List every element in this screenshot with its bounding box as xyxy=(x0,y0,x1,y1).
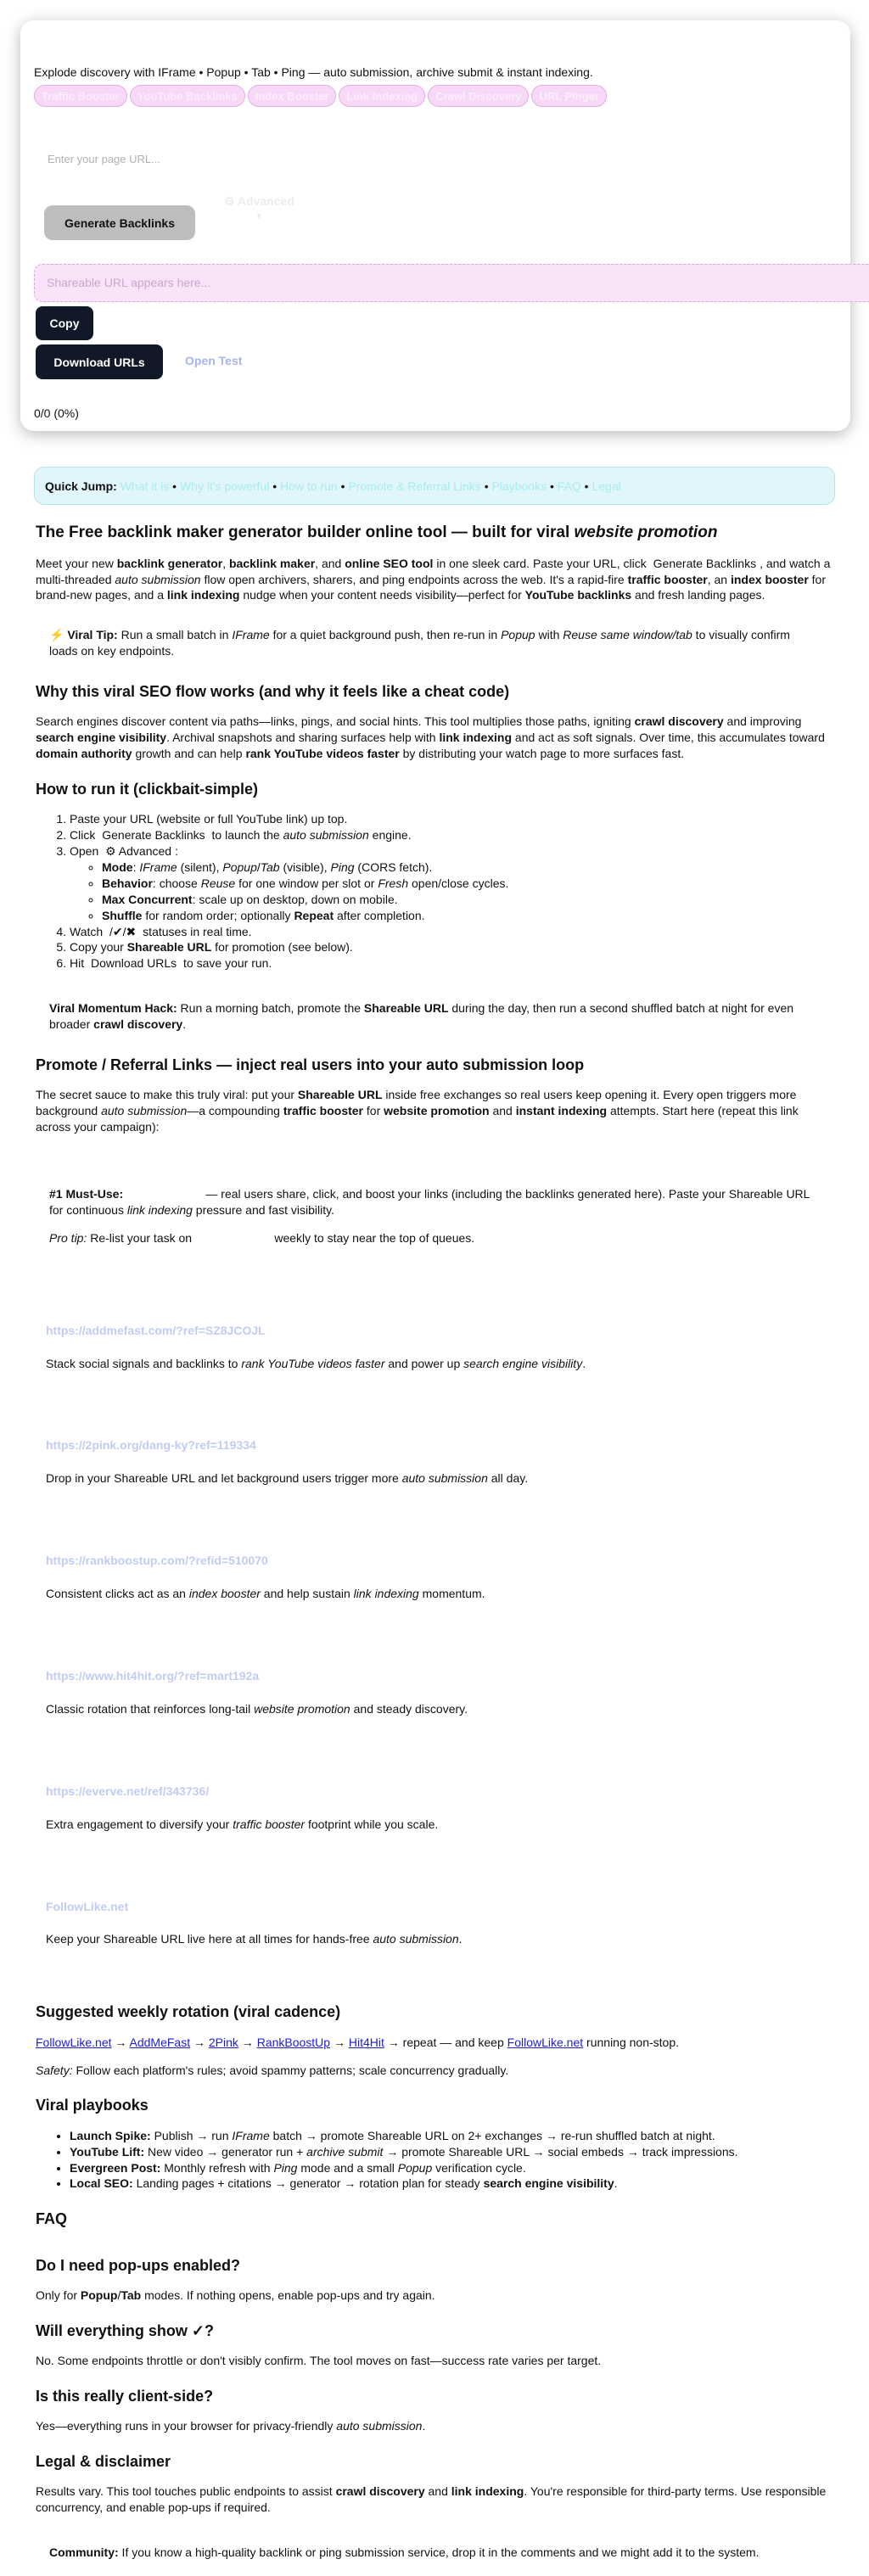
copy-button[interactable]: Copy xyxy=(36,306,93,340)
text-segment: Popup xyxy=(222,860,257,875)
referral-description xyxy=(46,1931,823,1947)
rotation-link[interactable]: FollowLike.net xyxy=(36,2035,112,2049)
text-segment: website promotion xyxy=(254,1701,350,1716)
text-segment: Promote / Referral Links — inject real users into your auto submission loop xyxy=(36,1056,585,1074)
advanced-options-list xyxy=(70,860,833,924)
text-segment: — real users share, click, and boost your links (including the backlinks generated here). Paste your Shareable URL for continuous xyxy=(49,1187,810,1217)
text-segment: Yes—everything runs in your browser for privacy-friendly xyxy=(36,2419,337,2433)
text-segment: FAQ xyxy=(36,2210,68,2228)
rotation-link[interactable]: FollowLike.net xyxy=(507,2035,584,2049)
chip-traffic-booster[interactable]: Traffic Booster xyxy=(34,85,127,107)
text-segment: , and watch a multi-threaded xyxy=(36,556,831,586)
text-segment: No. Some endpoints throttle or don't visibly confirm. The tool moves on fast—success rate varies per target. xyxy=(36,2354,602,2368)
text-segment: The secret sauce to make this truly viral: put your xyxy=(36,1088,298,1102)
step-item xyxy=(70,939,833,955)
text-segment: → promote Shareable URL → social embeds → track impressions. xyxy=(383,2144,738,2159)
quick-jump-link[interactable]: Why it's powerful xyxy=(179,479,270,493)
text-segment: Evergreen Post: xyxy=(70,2160,161,2175)
text-segment: Why this viral SEO flow works (and why it feels like a cheat code) xyxy=(36,683,510,701)
inline-button-ref: ⚙ Advanced xyxy=(105,844,172,859)
text-segment: Meet your new xyxy=(36,556,117,570)
text-segment: Shareable URL xyxy=(297,1088,383,1102)
text-segment: Shareable URL xyxy=(363,1001,449,1016)
text-segment: Stack social signals and backlinks to xyxy=(46,1356,242,1370)
text-segment: engine. xyxy=(368,828,412,843)
must-use-callout xyxy=(36,1147,833,1263)
text-segment: Viral Momentum Hack: xyxy=(49,1001,177,1016)
text-segment: Local SEO: xyxy=(70,2176,133,2191)
text-segment: and xyxy=(424,2484,451,2499)
referral-link[interactable]: https://www.hit4hit.org/?ref=mart192a xyxy=(46,1669,260,1683)
inline-button-ref: Generate Backlinks xyxy=(653,556,757,570)
step-item xyxy=(70,843,833,923)
text-segment: Re-list your task on xyxy=(87,1230,195,1245)
text-segment: footprint while you scale. xyxy=(305,1817,439,1831)
article-content xyxy=(0,467,869,2566)
followlike-link[interactable]: FollowLike.net xyxy=(126,1187,203,1201)
playbooks-heading xyxy=(36,2095,833,2115)
text-segment: momentum. xyxy=(418,1587,485,1601)
text-segment: . xyxy=(182,1017,187,1032)
substep-item xyxy=(102,860,833,876)
generate-backlinks-button[interactable]: Generate Backlinks xyxy=(44,205,195,240)
text-segment: for brand-new pages, and a xyxy=(36,572,827,602)
referral-list xyxy=(36,1274,833,1965)
referral-item xyxy=(36,1274,833,1389)
text-segment: Consistent clicks act as an xyxy=(46,1587,189,1601)
text-segment: modes. If nothing opens, enable pop-ups and try again. xyxy=(141,2288,435,2302)
text-segment: Suggested weekly rotation (viral cadence) xyxy=(36,2003,341,2021)
text-segment: running non-stop. xyxy=(583,2035,680,2049)
text-segment: Safety: xyxy=(36,2063,73,2077)
text-segment: , and xyxy=(315,556,345,570)
text-segment: Max Concurrent xyxy=(102,892,193,906)
quick-jump-links xyxy=(121,479,621,493)
faq-answer xyxy=(36,2288,833,2304)
text-segment: pressure and fast visibility. xyxy=(192,1202,334,1217)
text-segment: Shuffle xyxy=(102,908,143,922)
quick-jump-link[interactable]: What it is xyxy=(120,479,170,493)
text-segment: website promotion xyxy=(384,1104,490,1118)
text-segment: Results vary. This tool touches public endpoints to assist xyxy=(36,2484,336,2499)
text-segment: Run a small batch in xyxy=(117,628,233,642)
text-segment: rank YouTube videos faster xyxy=(241,1356,385,1370)
text-segment: Popup xyxy=(80,2288,118,2302)
referral-item xyxy=(36,1619,833,1734)
text-segment: Shareable URL xyxy=(126,940,212,955)
text-segment: Legal & disclaimer xyxy=(36,2453,171,2471)
text-segment: website promotion xyxy=(574,524,718,541)
viral-tip-callout xyxy=(36,615,833,664)
text-segment: —a compounding xyxy=(187,1104,283,1118)
text-segment: Click xyxy=(70,828,99,843)
text-segment: nudge when your content needs visibility—perfect for xyxy=(239,588,525,602)
referral-link[interactable]: https://everve.net/ref/343736/ xyxy=(46,1784,210,1798)
text-segment: Pro tip: xyxy=(49,1230,87,1245)
inline-button-ref: Download URLs xyxy=(91,956,177,971)
legal-paragraph xyxy=(36,2484,833,2516)
referral-link[interactable]: https://rankboostup.com/?refid=510070 xyxy=(46,1554,268,1568)
text-segment: and fresh landing pages. xyxy=(631,588,765,602)
text-segment: and help sustain xyxy=(260,1587,354,1601)
bullet-separator: • xyxy=(580,479,592,493)
text-segment: Fresh xyxy=(378,876,409,890)
text-segment: . Archival snapshots and sharing surfaces help with xyxy=(166,731,440,745)
text-segment: to save your run. xyxy=(180,956,272,971)
text-segment: after completion. xyxy=(334,908,425,922)
rotation-link[interactable]: Hit4Hit xyxy=(348,2035,384,2049)
text-segment: growth and can help xyxy=(132,747,246,761)
text-segment: Repeat xyxy=(294,908,334,922)
playbooks-list xyxy=(36,2128,833,2192)
text-segment: crawl discovery xyxy=(93,1017,183,1032)
text-segment: Run a morning batch, promote the xyxy=(177,1001,364,1016)
text-segment: . xyxy=(458,1932,463,1946)
text-segment: : scale up on desktop, down on mobile. xyxy=(192,892,398,906)
referral-link[interactable]: https://addmefast.com/?ref=SZ8JCOJL xyxy=(46,1323,266,1337)
text-segment: , xyxy=(222,556,229,570)
referral-description xyxy=(46,1356,823,1372)
text-segment: Viral Tip: xyxy=(67,628,118,642)
text-segment: online SEO tool xyxy=(345,556,434,570)
text-segment: Search engines discover content via paths—links, pings, and social hints. This tool multiplies those paths, igniting xyxy=(36,714,635,729)
text-segment: weekly to stay near the top of queues. xyxy=(271,1230,475,1245)
text-segment: (silent), xyxy=(177,860,223,875)
text-segment: . xyxy=(582,1356,586,1370)
text-segment: (visible), xyxy=(279,860,331,875)
text-segment: verification cycle. xyxy=(432,2160,526,2175)
playbook-item xyxy=(70,2144,833,2160)
text-segment: Copy your xyxy=(70,940,127,955)
quick-jump-link[interactable]: FAQ xyxy=(557,479,581,493)
chip-url-pinger[interactable]: URL Pinger xyxy=(531,85,607,107)
text-segment: auto submission xyxy=(373,1932,459,1946)
text-segment: If you know a high-quality backlink or ping submission service, drop it in the comments and we might add it to the system. xyxy=(118,2545,760,2560)
rotation-heading xyxy=(36,2002,833,2022)
text-segment: backlink maker xyxy=(229,556,316,570)
text-segment: flow open archivers, sharers, and ping endpoints across the web. It's a rapid-fire xyxy=(200,572,628,586)
text-segment: #1 Must-Use: xyxy=(49,1187,124,1201)
text-segment: search engine visibility xyxy=(483,2176,614,2191)
text-segment: Ping xyxy=(330,860,355,875)
why-heading xyxy=(36,681,833,702)
text-segment: IFrame xyxy=(139,860,177,875)
open-test-link[interactable]: Open Test xyxy=(185,354,243,367)
quick-jump-link[interactable]: Legal xyxy=(591,479,621,493)
text-segment: → repeat — and keep xyxy=(384,2035,507,2049)
rotation-link[interactable]: RankBoostUp xyxy=(256,2035,331,2049)
text-segment: Popup xyxy=(501,628,535,642)
text-segment: statuses in real time. xyxy=(139,924,252,938)
legal-heading xyxy=(36,2451,833,2472)
text-segment: by distributing your watch page to more surfaces fast. xyxy=(399,747,685,761)
text-segment: link indexing xyxy=(126,1202,193,1217)
text-segment: attempts. Start here (repeat this link across your campaign): xyxy=(36,1104,799,1134)
step-item xyxy=(70,955,833,972)
referral-description xyxy=(46,1701,823,1717)
text-segment: IFrame xyxy=(232,628,270,642)
text-segment: Keep your Shareable URL live here at all times for hands-free xyxy=(46,1932,373,1946)
rotation-link[interactable]: 2Pink xyxy=(208,2035,238,2049)
text-segment: and xyxy=(489,1104,516,1118)
text-segment: Monthly refresh with xyxy=(160,2160,274,2175)
bullet-separator: • xyxy=(480,479,492,493)
bullet-separator: • xyxy=(169,479,180,493)
text-segment: YouTube Lift: xyxy=(70,2144,145,2159)
text-segment: auto submission xyxy=(283,828,369,843)
text-segment: traffic booster xyxy=(233,1817,306,1831)
text-segment: Classic rotation that reinforces long-tail xyxy=(46,1701,255,1716)
step-item xyxy=(70,811,833,827)
referral-link[interactable]: FollowLike.net xyxy=(46,1899,129,1913)
text-segment: instant indexing xyxy=(515,1104,608,1118)
faq-question xyxy=(36,2255,833,2276)
playbook-item xyxy=(70,2128,833,2144)
text-segment: all day. xyxy=(487,1471,529,1486)
substep-item xyxy=(102,876,833,892)
text-segment: / xyxy=(117,2288,121,2302)
text-segment: → xyxy=(238,2035,257,2049)
howto-steps xyxy=(36,811,833,972)
text-segment: : choose xyxy=(152,876,201,890)
text-segment: and power up xyxy=(384,1356,464,1370)
community-callout xyxy=(36,2528,833,2566)
text-segment: Will everything show ✓? xyxy=(36,2321,214,2339)
text-segment: index booster xyxy=(730,572,809,586)
followlike-link[interactable]: FollowLike.net xyxy=(194,1230,272,1245)
text-segment: during the day, then run a second shuffled batch at night for even broader xyxy=(49,1001,794,1032)
promote-paragraph xyxy=(36,1087,833,1135)
text-segment: Reuse xyxy=(200,876,236,890)
howto-heading xyxy=(36,779,833,799)
text-segment: auto submission xyxy=(336,2419,423,2433)
advanced-label: ⚙ Advanced xyxy=(224,194,294,208)
text-segment: Extra engagement to diversify your xyxy=(46,1817,233,1831)
text-segment: Launch Spike: xyxy=(70,2128,151,2142)
chip-crawl-discovery[interactable]: Crawl Discovery xyxy=(428,85,529,107)
text-segment: batch → promote Shareable URL on 2+ exchanges → re-run shuffled batch at night. xyxy=(269,2128,715,2142)
text-segment: Tab xyxy=(121,2288,142,2302)
text-segment: Community: xyxy=(49,2545,119,2560)
promote-heading xyxy=(36,1055,833,1075)
text-segment: Do I need pop-ups enabled? xyxy=(36,2256,241,2274)
text-segment: to visually confirm loads on key endpoints. xyxy=(49,628,790,658)
text-segment: . xyxy=(422,2419,426,2433)
text-segment: Landing pages + citations → generator → rotation plan for steady xyxy=(132,2176,484,2191)
faq-heading xyxy=(36,2209,833,2229)
referral-description xyxy=(46,1817,823,1833)
text-segment: Viral playbooks xyxy=(36,2097,149,2114)
text-segment: link indexing xyxy=(451,2484,524,2499)
text-segment: New video → generator run + xyxy=(144,2144,307,2159)
text-segment: Popup xyxy=(397,2160,433,2175)
progress-counter: 0/0 (0%) xyxy=(34,406,79,420)
text-segment: crawl discovery xyxy=(634,714,724,729)
text-segment: link indexing xyxy=(353,1587,419,1601)
text-segment: backlink generator xyxy=(116,556,223,570)
text-segment: The Free backlink maker generator builder online tool — built for viral xyxy=(36,524,575,541)
text-segment: rank YouTube videos faster xyxy=(245,747,400,761)
backlink-generator-card xyxy=(20,20,850,431)
why-paragraph xyxy=(36,714,833,762)
text-segment: auto submission xyxy=(115,572,201,586)
text-segment: mode and a small xyxy=(297,2160,398,2175)
text-segment: Hit xyxy=(70,956,87,971)
pro-tip-text xyxy=(49,1230,820,1246)
text-segment: , an xyxy=(707,572,731,586)
text-segment: → xyxy=(330,2035,349,2049)
text-segment: Is this really client-side? xyxy=(36,2387,214,2405)
step-item xyxy=(70,924,833,940)
text-segment: crawl discovery xyxy=(335,2484,425,2499)
inline-button-ref: Generate Backlinks xyxy=(102,828,205,843)
faq-question xyxy=(36,2321,833,2341)
bullet-separator: • xyxy=(337,479,349,493)
text-segment: for random order; optionally xyxy=(142,908,294,922)
text-segment: Ping xyxy=(273,2160,298,2175)
chip-link-indexing[interactable]: Link Indexing xyxy=(339,85,425,107)
text-segment: auto submission xyxy=(101,1104,188,1118)
inline-button-ref: /✔/✖ xyxy=(109,924,137,938)
tool-tagline: Explode discovery with IFrame • Popup • Tab • Ping — auto submission, archive submit & instant indexing. xyxy=(34,65,593,79)
step-text xyxy=(70,844,178,858)
text-segment: : xyxy=(132,860,140,875)
text-segment: inside free exchanges so real users keep opening it. Every open triggers more background xyxy=(36,1088,797,1118)
text-segment: IFrame xyxy=(232,2128,270,2142)
text-segment: YouTube backlinks xyxy=(524,588,632,602)
must-use-text xyxy=(49,1186,820,1218)
intro-paragraph xyxy=(36,556,833,604)
quick-jump-label: Quick Jump: xyxy=(45,479,117,493)
referral-description xyxy=(46,1586,823,1602)
text-segment: Mode xyxy=(102,860,133,875)
text-segment: Watch xyxy=(70,924,107,938)
referral-item xyxy=(36,1504,833,1619)
bullet-separator: • xyxy=(547,479,558,493)
text-segment: open/close cycles. xyxy=(408,876,509,890)
chip-youtube-backlinks[interactable]: YouTube Backlinks xyxy=(130,85,245,107)
text-segment: Reuse same window/tab xyxy=(563,628,692,642)
safety-note xyxy=(36,2063,833,2079)
text-segment: Behavior xyxy=(102,876,153,890)
substep-item xyxy=(102,892,833,908)
playbook-item xyxy=(70,2160,833,2176)
text-segment: link indexing xyxy=(166,588,240,602)
text-segment: and steady discovery. xyxy=(350,1701,468,1716)
text-segment: for one window per slot or xyxy=(235,876,378,890)
text-segment: Paste your URL (website or full YouTube link) up top. xyxy=(70,812,348,826)
rotation-line xyxy=(36,2035,833,2051)
text-segment: . xyxy=(614,2176,618,2191)
download-urls-button[interactable]: Download URLs xyxy=(36,344,163,379)
text-segment: search engine visibility xyxy=(36,731,167,745)
momentum-hack-callout xyxy=(36,980,833,1038)
text-segment: ⚡ xyxy=(49,628,68,642)
text-segment: (CORS fetch). xyxy=(354,860,433,875)
text-segment: archive submit xyxy=(306,2144,384,2159)
intro-heading xyxy=(36,522,833,544)
referral-description xyxy=(46,1470,823,1487)
text-segment: Tab xyxy=(260,860,280,875)
referral-item xyxy=(36,1388,833,1504)
text-segment: Drop in your Shareable URL and let background users trigger more xyxy=(46,1471,402,1486)
text-segment: for a quiet background push, then re-run in xyxy=(269,628,502,642)
feature-chips xyxy=(34,85,607,107)
text-segment: and improving xyxy=(723,714,802,729)
step-item xyxy=(70,827,833,843)
text-segment: → xyxy=(190,2035,209,2049)
rotation-link[interactable]: AddMeFast xyxy=(129,2035,191,2049)
advanced-toggle[interactable] xyxy=(224,193,294,222)
text-segment: traffic booster xyxy=(283,1104,363,1118)
text-segment: index booster xyxy=(188,1587,261,1601)
text-segment: . You're responsible for third-party terms. Use responsible concurrency, and enable pop-ups if required. xyxy=(36,2484,827,2515)
referral-item xyxy=(36,1850,833,1965)
text-segment: for xyxy=(363,1104,384,1118)
faq-answer xyxy=(36,2353,833,2369)
text-segment: and act as soft signals. Over time, this accumulates toward xyxy=(512,731,825,745)
text-segment: to launch the xyxy=(208,828,283,843)
text-segment: link indexing xyxy=(439,731,513,745)
faq-answer xyxy=(36,2418,833,2434)
text-segment: in one sleek card. Paste your URL, click xyxy=(433,556,650,570)
chip-index-booster[interactable]: Index Booster xyxy=(248,85,337,107)
text-segment: for promotion (see below). xyxy=(211,940,353,955)
chevron-down-icon: ▼ xyxy=(255,211,264,221)
page-url-input[interactable] xyxy=(46,148,389,170)
text-segment: → xyxy=(111,2035,130,2049)
quick-jump-nav xyxy=(34,467,835,505)
substep-item xyxy=(102,908,833,924)
text-segment: search engine visibility xyxy=(463,1356,583,1370)
quick-jump-link[interactable]: Playbooks xyxy=(491,479,547,493)
text-segment: traffic booster xyxy=(627,572,708,586)
bullet-separator: • xyxy=(269,479,281,493)
text-segment: Follow each platform's rules; avoid spammy patterns; scale concurrency gradually. xyxy=(72,2063,509,2077)
text-segment: domain authority xyxy=(36,747,132,761)
text-segment: Open xyxy=(70,844,103,859)
text-segment: / xyxy=(256,860,261,875)
text-segment: Publish → run xyxy=(150,2128,233,2142)
text-segment: Only for xyxy=(36,2288,81,2302)
shareable-url-field[interactable]: Shareable URL appears here... xyxy=(34,264,869,302)
playbook-item xyxy=(70,2176,833,2192)
text-segment: How to run it (clickbait-simple) xyxy=(36,781,259,798)
text-segment: : xyxy=(175,844,178,859)
quick-jump-link[interactable]: Promote & Referral Links xyxy=(348,479,481,493)
text-segment: auto submission xyxy=(401,1471,488,1486)
faq-question xyxy=(36,2386,833,2406)
text-segment: with xyxy=(535,628,563,642)
referral-link[interactable]: https://2pink.org/dang-ky?ref=119334 xyxy=(46,1438,256,1453)
quick-jump-link[interactable]: How to run xyxy=(280,479,338,493)
referral-item xyxy=(36,1734,833,1850)
